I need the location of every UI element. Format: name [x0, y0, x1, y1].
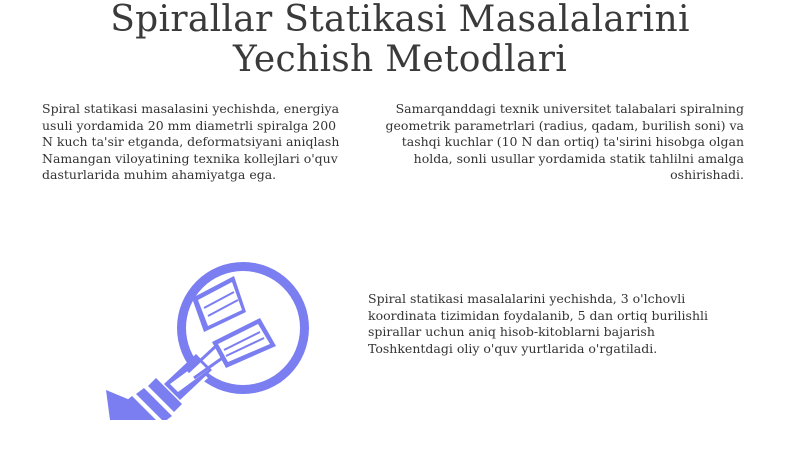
paragraph-toshkent: Spiral statikasi masalalarini yechishda, 3 o'lchovli koordinata tizimidan foydalanib, 5 dan ortiq burilishli spirallar uchun aniq hisob-kitoblarni bajarish Toshkentdagi oliy o'quv yurtlarida o'rgatiladi.	[368, 291, 708, 356]
page-title	[0, 0, 800, 80]
title-line-1: Spirallar Statikasi Masalalarini	[110, 0, 690, 40]
title-line-2: Yechish Metodlari	[232, 39, 568, 80]
paragraph-samarqand: Samarqanddagi texnik universitet talabalari spiralning geometrik parametrlari (radius, qadam, burilish soni) va tashqi kuchlar (10 N dan ortiq) ta'sirini hisobga olgan holda, sonli usullar yordamida statik tahlilni amalga oshirishadi.	[385, 101, 744, 182]
paragraph-namangan: Spiral statikasi masalasini yechishda, energiya usuli yordamida 20 mm diametrli spiralga 200 N kuch ta'sir etganda, deformatsiyani aniqlash Namangan viloyatining texnika kollejlari o'quv dasturlarida muhim ahamiyatga ega.	[42, 101, 340, 182]
lightbulb-book-icon	[100, 250, 310, 420]
